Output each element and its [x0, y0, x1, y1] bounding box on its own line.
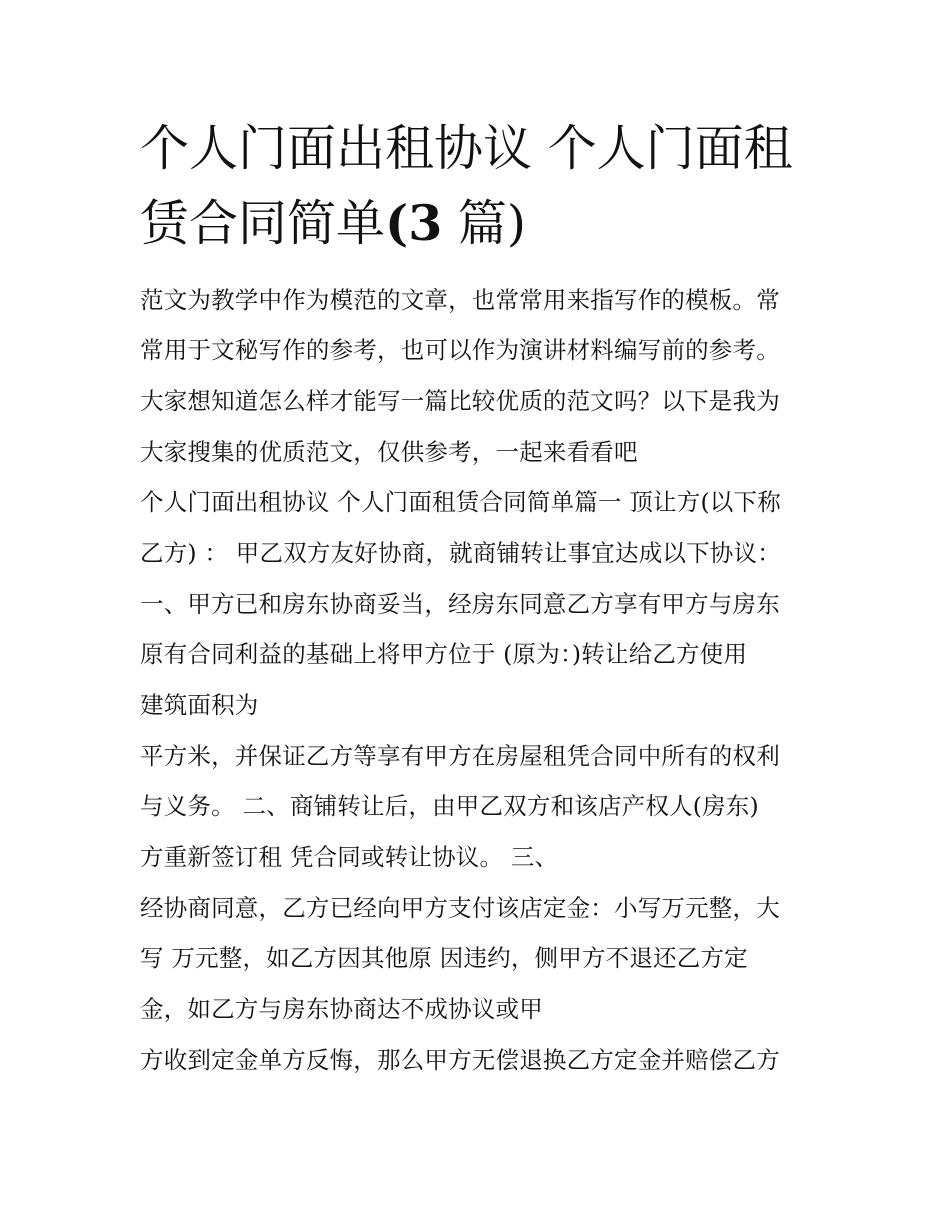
- body-line-8: 原有合同利益的基础上将甲方位于 (原为：)转让给乙方使用: [140, 640, 748, 668]
- body-line-3: 大家想知道怎么样才能写一篇比较优质的范文吗？以下是我为: [140, 387, 780, 415]
- document-title-line-2: [140, 186, 820, 261]
- body-line-4: 大家搜集的优质范文，仅供参考，一起来看看吧: [140, 438, 638, 466]
- body-line-6: 乙方) ： 甲乙双方友好协商，就商铺转让事宜达成以下协议：: [140, 539, 781, 567]
- body-line-16: 方收到定金单方反悔，那么甲方无偿退换乙方定金并赔偿乙方: [140, 1046, 780, 1074]
- title-text-prefix: 赁合同简单: [140, 195, 386, 252]
- body-line-15: 金，如乙方与房东协商达不成协议或甲: [140, 995, 543, 1023]
- title-count-number: (3: [385, 194, 443, 252]
- body-line-10: 平方米，并保证乙方等享有甲方在房屋租凭合同中所有的权利: [140, 742, 780, 770]
- body-line-11: 与义务。 二、商铺转让后，由甲乙双方和该店产权人(房东): [140, 792, 759, 820]
- body-line-12: 方重新签订租 凭合同或转让协议。 三、: [140, 843, 559, 871]
- title-text-suffix: 篇): [442, 195, 526, 252]
- body-line-13: 经协商同意，乙方已经向甲方支付该店定金：小写万元整，大: [140, 894, 780, 922]
- body-line-2: 常用于文秘写作的参考，也可以作为演讲材料编写前的参考。: [140, 336, 780, 364]
- document-title-line-1: 个人门面出租协议 个人门面租: [140, 120, 793, 177]
- body-line-7: 一、甲方已和房东协商妥当，经房东同意乙方享有甲方与房东: [140, 590, 780, 618]
- body-line-1: 范文为教学中作为模范的文章，也常常用来指写作的模板。常: [140, 286, 780, 314]
- body-line-5: 个人门面出租协议 个人门面租赁合同简单篇一 顶让方(以下称: [140, 488, 781, 516]
- body-line-14: 写 万元整，如乙方因其他原 因违约，侧甲方不退还乙方定: [140, 944, 748, 972]
- body-line-9: 建筑面积为: [140, 691, 259, 719]
